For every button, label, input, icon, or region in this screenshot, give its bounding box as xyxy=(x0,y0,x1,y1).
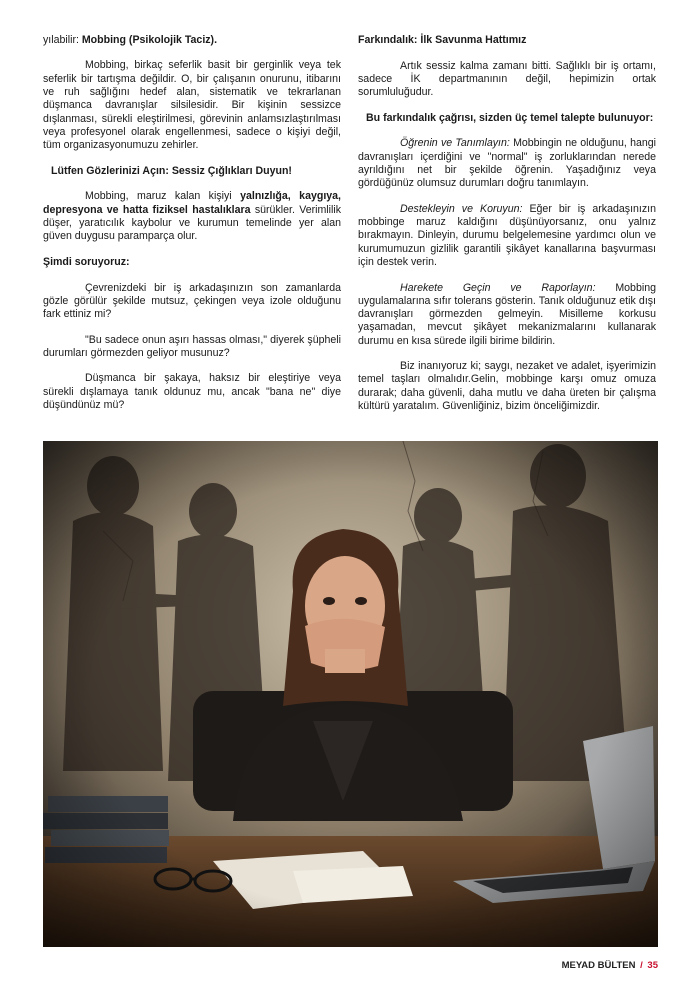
intro-line xyxy=(43,34,341,47)
list-item xyxy=(358,282,656,348)
section-heading: Lütfen Gözlerinizi Açın: Sessiz Çığlıkları Duyun! xyxy=(51,164,292,177)
paragraph: Biz inanıyoruz ki; saygı, nezaket ve adalet, işyerimizin temel taşları olmalıdır.Gelin, mobbinge karşı omuz omuza durarak; daha güvenli, daha mutlu ve daha üreten bir çalışma kültürü yaratalım. Güvenliğiniz, bizim önceliğimizdir. xyxy=(358,360,656,413)
footer-separator: / xyxy=(640,960,643,971)
bold-text: yalnızlığa, kaygıya, depresyona ve hatta fiziksel hastalıklara xyxy=(43,190,341,216)
intro-bold: Mobbing (Psikolojik Taciz). xyxy=(81,34,218,46)
paragraph: Düşmanca bir şakaya, haksız bir eleştiriye veya sürekli dışlamaya tanık oldunuz mu, ancak "bana ne" diye düşündünüz mü? xyxy=(43,372,341,411)
vignette xyxy=(43,441,658,947)
left-column xyxy=(43,34,341,424)
illustration-svg xyxy=(43,441,658,947)
item-text: Mobbingin ne olduğunu, hangi davranışları içerdiğini ve "normal" iş zorluklarından nerede ayrıldığını net bir şekilde öğrenin. Yaşadığınız veya gördüğünüz olumsuz durumları doğru tanımlayın. xyxy=(358,137,656,190)
item-text: Eğer bir iş arkadaşınızın mobbinge maruz kaldığını düşünüyorsanız, onu yalnız bırakmayın. Dinleyin, durumu belgelemesine yardımcı olun ve kurumumuzun gizlilik garantili şikâyet kanallarına başvurması için destek verin. xyxy=(358,202,656,269)
page-footer xyxy=(562,960,658,971)
item-title: Destekleyin ve Koruyun: xyxy=(400,202,523,215)
item-text: Mobbing uygulamalarına sıfır tolerans gösterin. Tanık olduğunuz etik dışı davranışları görmezden gelmeyin. Misilleme korkusu yaşamadan, mevcut şikâyet mekanizmalarını kullanarak durumu en kısa sürede ilgili birime bildirin. xyxy=(358,281,656,347)
section-heading: Bu farkındalık çağrısı, sizden üç temel talepte bulunuyor: xyxy=(366,111,654,124)
list-item xyxy=(358,137,656,190)
item-title: Harekete Geçin ve Raporlayın: xyxy=(400,281,596,294)
item-title: Öğrenin ve Tanımlayın: xyxy=(400,137,510,150)
paragraph xyxy=(43,190,341,243)
mobbing-illustration xyxy=(43,441,658,947)
publication-name: MEYAD BÜLTEN xyxy=(561,960,636,971)
intro-prefix: yılabilir: xyxy=(43,34,82,46)
section-heading: Şimdi soruyoruz: xyxy=(43,255,130,268)
right-column xyxy=(358,34,656,426)
section-heading: Farkındalık: İlk Savunma Hattımız xyxy=(358,34,527,46)
paragraph: Çevrenizdeki bir iş arkadaşınızın son zamanlarda gözle görülür şekilde mutsuz, çekingen veya izole olduğunu fark ettiniz mi? xyxy=(43,281,341,321)
paragraph: Artık sessiz kalma zamanı bitti. Sağlıklı bir iş ortamı, sadece İK departmanının değil, hepimizin ortak sorumluluğudur. xyxy=(358,59,656,99)
text-run: sürükler. Verimlilik düşer, yaratıcılık kaybolur ve kurumun temelinde yer alan güven duygusu paramparça olur. xyxy=(43,203,341,243)
page-number: 35 xyxy=(647,960,658,971)
paragraph: Mobbing, birkaç seferlik basit bir gerginlik veya tek seferlik bir tartışma değildir. O, bir çalışanın onurunu, itibarını ve ruh sağlığını hedef alan, sistematik ve tekrarlanan düşmanca davranışlar silsilesidir. Bir kişinin sessizce dışlanması, sürekli eleştirilmesi, görevinin anlamsızlaştırılması veya profesyonel olarak engellenmesi, sadece o kişiyi değil, tüm organizasyonumuzu zehirler. xyxy=(43,59,341,152)
text-run: Mobbing, maruz kalan kişiyi xyxy=(85,190,241,203)
list-item xyxy=(358,203,656,269)
paragraph: "Bu sadece onun aşırı hassas olması," diyerek şüpheli durumları görmezden geliyor musunuz? xyxy=(43,333,341,359)
